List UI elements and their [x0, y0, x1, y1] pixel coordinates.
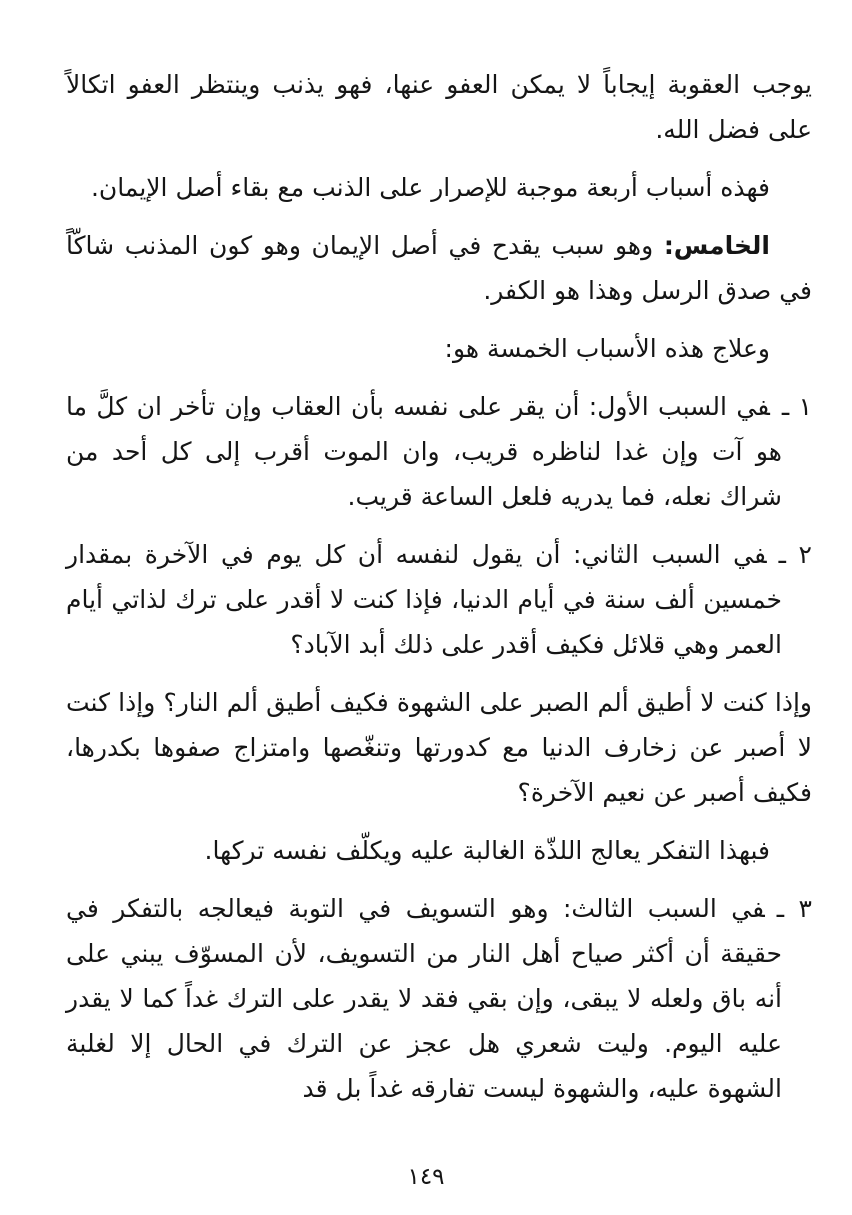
item-marker: ١ ـ — [781, 392, 812, 421]
item-marker: ٢ ـ — [778, 540, 812, 569]
paragraph-continuation: يوجب العقوبة إيجاباً لا يمكن العفو عنها، فهو يذنب وينتظر العفو اتكالاً على فضل الله. — [66, 70, 812, 144]
paragraph: وإذا كنت لا أطيق ألم الصبر على الشهوة فكيف أطيق ألم النار؟ وإذا كنت لا أصبر عن زخارف الدنيا مع كدورتها وتنغّصها وامتزاج صفوها بكدرها، فكيف أصبر عن نعيم الآخرة؟ — [66, 688, 812, 807]
item-text: في السبب الثاني: أن يقول لنفسه أن كل يوم في الآخرة بمقدار خمسين ألف سنة في أيام الدنيا، فإذا كنت لا أقدر على ترك لذاتي أيام العمر وهي قلائل فكيف أقدر على ذلك أبد الآباد؟ — [66, 540, 782, 659]
numbered-item — [66, 532, 812, 667]
paragraph-lead: الخامس: — [663, 231, 770, 260]
numbered-item — [66, 384, 812, 519]
item-text: في السبب الأول: أن يقر على نفسه بأن العقاب وإن تأخر ان كلَّ ما هو آت وإن غدا لناظره قريب، وان الموت أقرب إلى كل أحد من شراك نعله، فما يدريه فلعل الساعة قريب. — [66, 392, 782, 511]
item-marker: ٣ ـ — [776, 894, 812, 923]
paragraph: فهذه أسباب أربعة موجبة للإصرار على الذنب مع بقاء أصل الإيمان. — [90, 173, 770, 202]
paragraph-text: وهو سبب يقدح في أصل الإيمان وهو كون المذنب شاكّاً في صدق الرسل وهذا هو الكفر. — [66, 231, 812, 305]
text-column — [66, 62, 812, 1111]
numbered-item — [66, 886, 812, 1111]
paragraph — [66, 223, 812, 313]
paragraph: فبهذا التفكر يعالج اللذّة الغالبة عليه ويكلّف نفسه تركها. — [204, 836, 770, 865]
paragraph: وعلاج هذه الأسباب الخمسة هو: — [444, 334, 770, 363]
item-text: في السبب الثالث: وهو التسويف في التوبة فيعالجه بالتفكر في حقيقة أن أكثر صياح أهل النار من التسويف، لأن المسوّف يبني على أنه باق ولعله لا يبقى، وإن بقي فقد لا يقدر على الترك غداً كما لا يقدر عليه اليوم. وليت شعري هل عجز عن الترك في الحال إلا لغلبة الشهوة عليه، والشهوة ليست تفارقه غداً بل قد — [66, 894, 782, 1103]
page-number: ١٤٩ — [407, 1164, 445, 1190]
